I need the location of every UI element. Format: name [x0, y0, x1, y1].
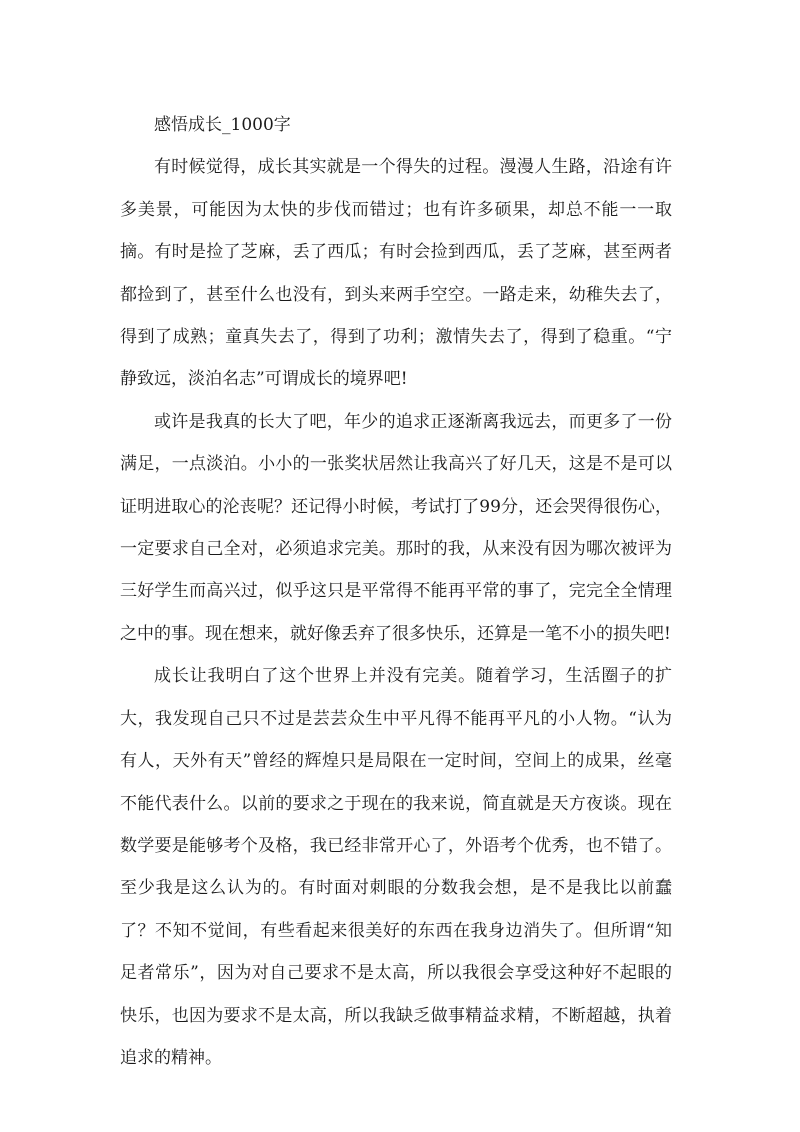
- document-page: [120, 104, 672, 1079]
- paragraph-3: 成长让我明白了这个世界上并没有完美。随着学习，生活圈子的扩大，我发现自己只不过是芸芸众生中平凡得不能再平凡的小人物。“认为有人，天外有天”曾经的辉煌只是局限在一定时间，空间上的成果，丝毫不能代表什么。以前的要求之于现在的我来说，简直就是天方夜谈。现在数学要是能够考个及格，我已经非常开心了，外语考个优秀，也不错了。至少我是这么认为的。有时面对刺眼的分数我会想，是不是我比以前蠢了？不知不觉间，有些看起来很美好的东西在我身边消失了。但所谓“知足者常乐”，因为对自己要求不是太高，所以我很会享受这种好不起眼的快乐，也因为要求不是太高，所以我缺乏做事精益求精，不断超越，执着追求的精神。: [120, 666, 672, 1068]
- document-title: 感悟成长_1000字: [154, 115, 291, 135]
- paragraph-1: 有时候觉得，成长其实就是一个得失的过程。漫漫人生路，沿途有许多美景，可能因为太快的步伐而错过；也有许多硕果，却总不能一一取摘。有时是捡了芝麻，丢了西瓜；有时会捡到西瓜，丢了芝麻，甚至两者都捡到了，甚至什么也没有，到头来两手空空。一路走来，幼稚失去了，得到了成熟；童真失去了，得到了功利；激情失去了，得到了稳重。“宁静致远，淡泊名志”可谓成长的境界吧!: [120, 157, 672, 390]
- paragraph-2: 或许是我真的长大了吧，年少的追求正逐渐离我远去，而更多了一份满足，一点淡泊。小小的一张奖状居然让我高兴了好几天，这是不是可以证明进取心的沦丧呢？还记得小时候，考试打了99分，还会哭得很伤心，一定要求自己全对，必须追求完美。那时的我，从来没有因为哪次被评为三好学生而高兴过，似乎这只是平常得不能再平常的事了，完完全全情理之中的事。现在想来，就好像丢弃了很多快乐，还算是一笔不小的损失吧!: [120, 411, 672, 644]
